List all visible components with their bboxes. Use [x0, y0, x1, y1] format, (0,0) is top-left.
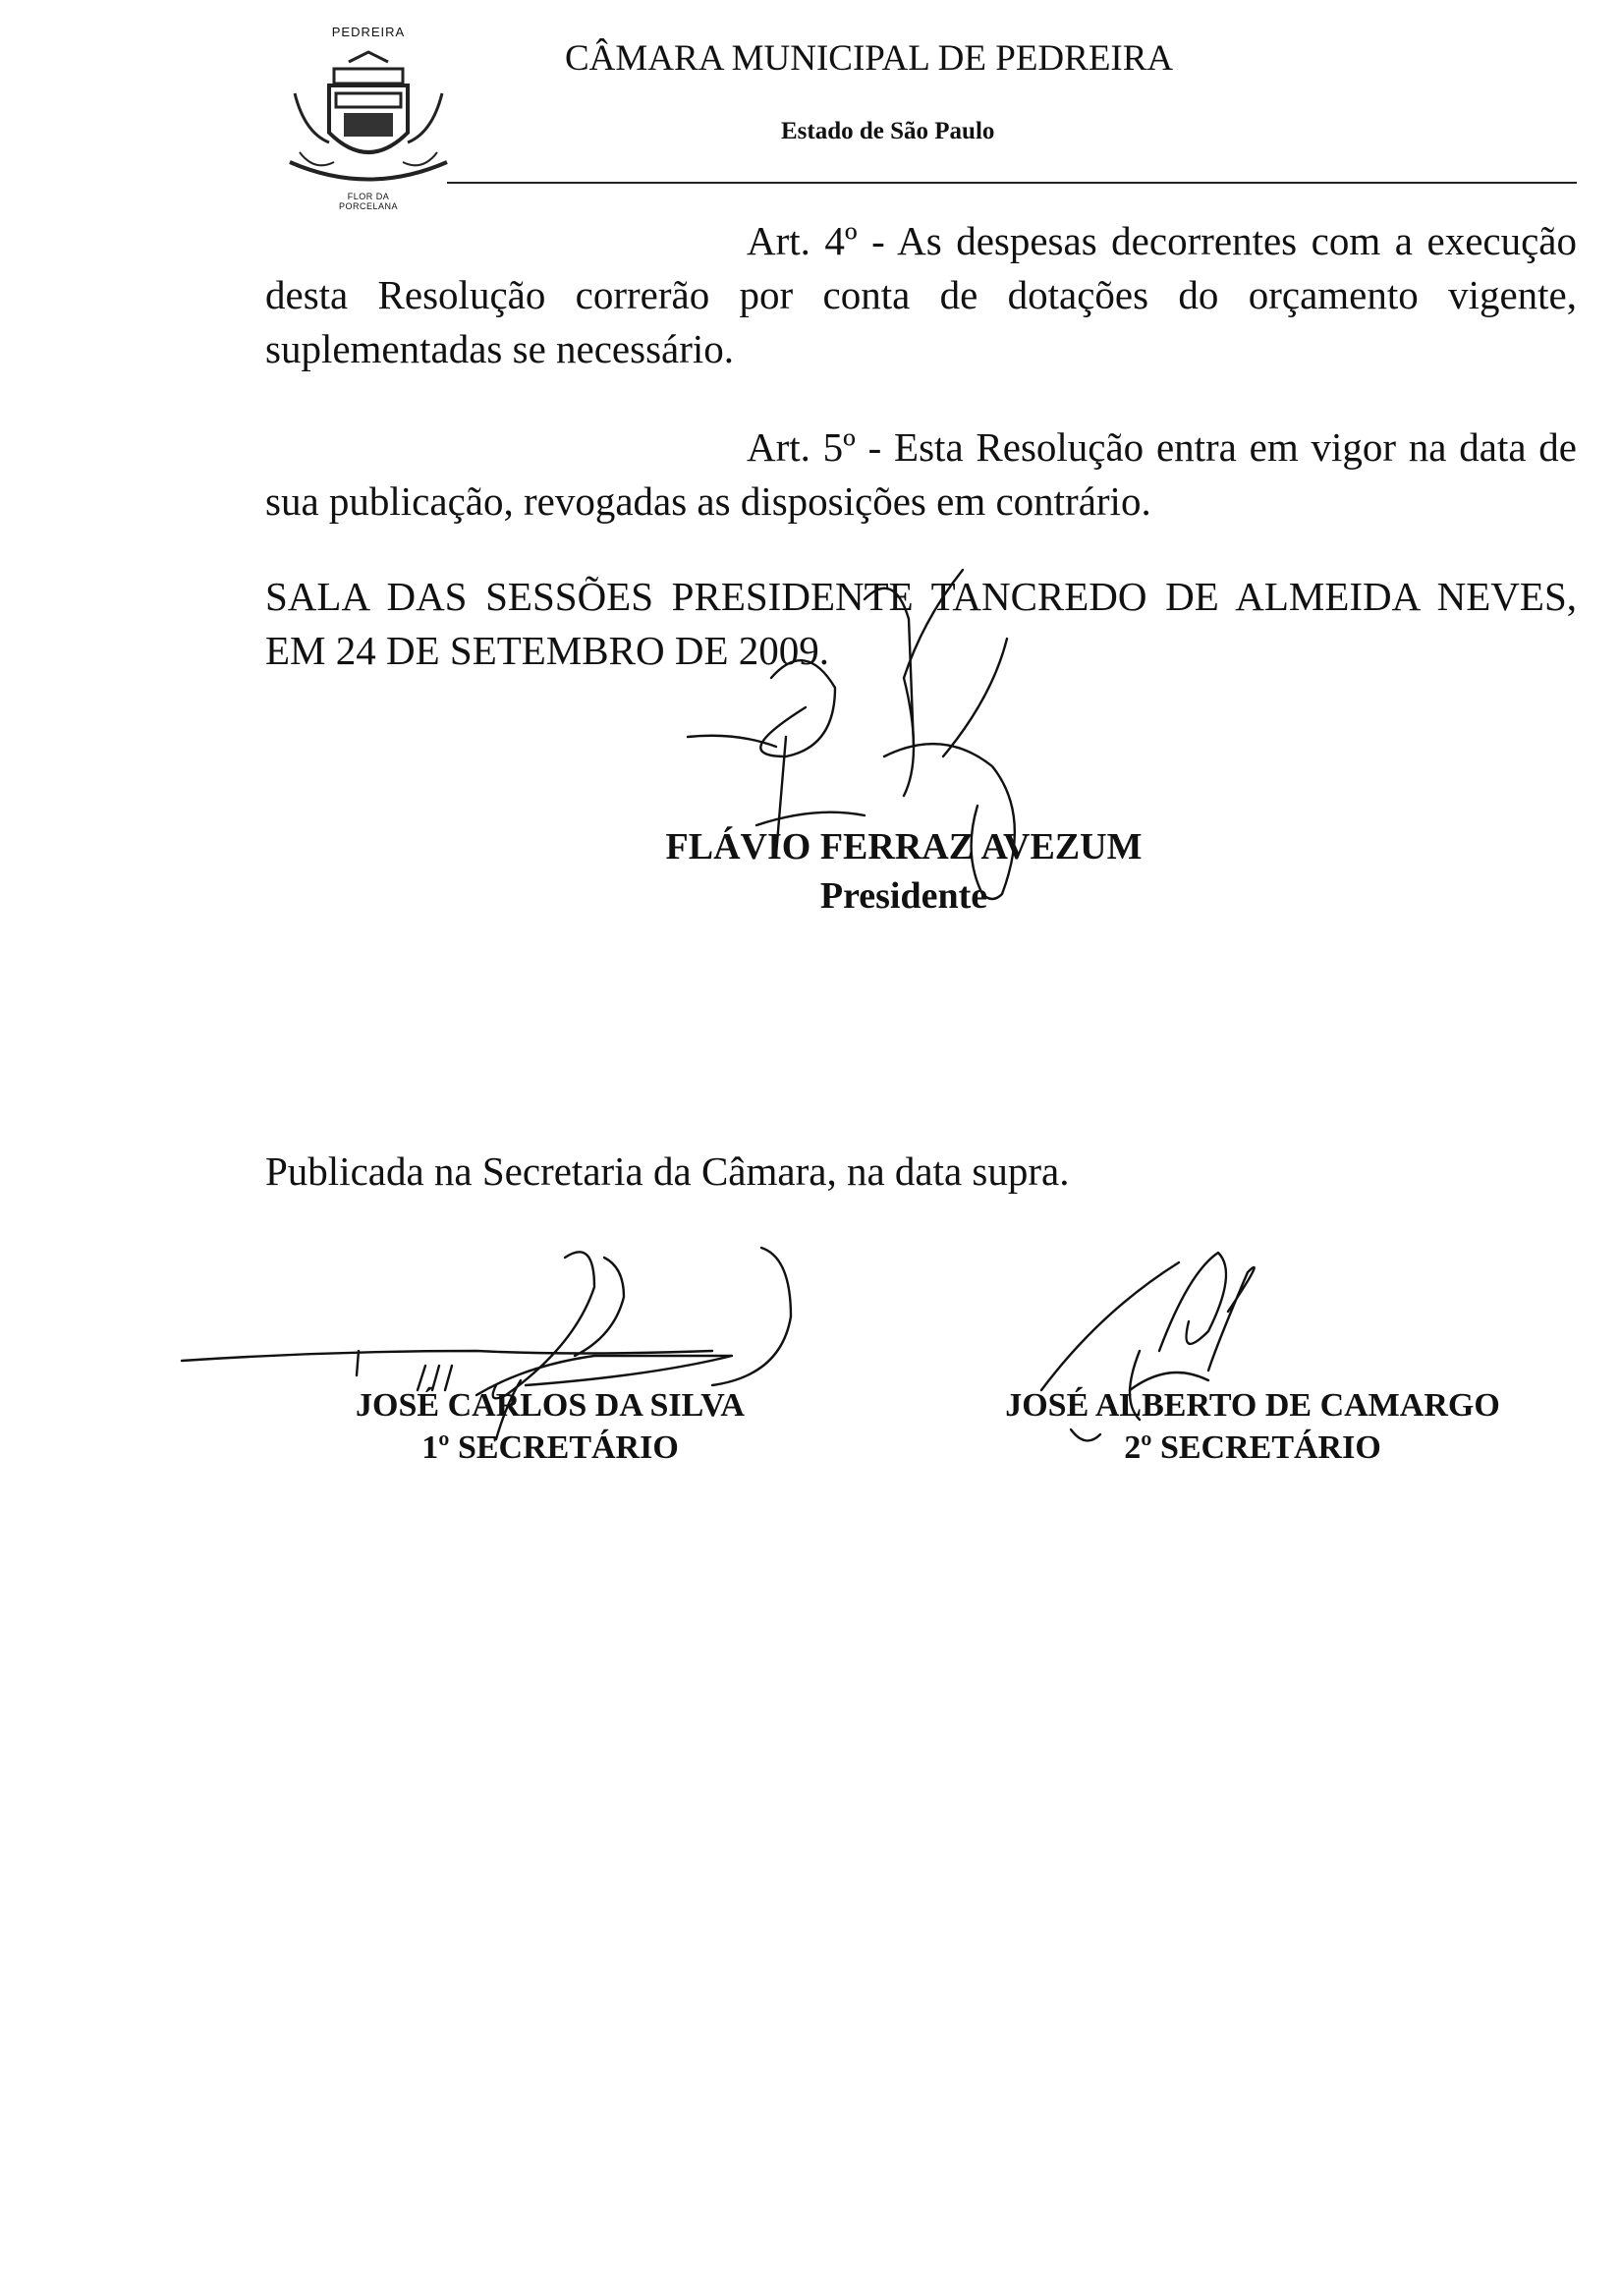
second-secretary-title: 2º SECRETÁRIO [1124, 1429, 1381, 1466]
article-4-text: Art. 4º - As despesas decorrentes com a execução desta Resolução correrão por conta de dotações do orçamento vigente, suplementadas se necessário. [265, 218, 1577, 371]
header-divider [447, 182, 1577, 184]
crest-caption-bottom [295, 192, 442, 211]
first-secretary-title: 1º SECRETÁRIO [421, 1429, 679, 1466]
president-title: Presidente [819, 875, 988, 917]
crest-caption-line-1: FLOR DA [347, 192, 390, 201]
first-secretary-name: JOSÉ CARLOS DA SILVA [356, 1387, 745, 1424]
crest-emblem-icon [275, 25, 462, 216]
article-4-paragraph [265, 214, 1577, 376]
institution-state: Estado de São Paulo [781, 118, 995, 144]
crest-caption-line-2: PORCELANA [338, 201, 399, 211]
president-name: FLÁVIO FERRAZ AVEZUM [665, 826, 1143, 868]
article-5-paragraph [265, 420, 1577, 529]
article-5-text: Art. 5º - Esta Resolução entra em vigor na data de sua publicação, revogadas as disposições em contrário. [265, 424, 1577, 524]
institution-name: CÂMARA MUNICIPAL DE PEDREIRA [565, 38, 1174, 79]
publication-note: Publicada na Secretaria da Câmara, na data supra. [265, 1148, 1070, 1194]
crest-caption-top: PEDREIRA [331, 25, 406, 39]
closing-paragraph: SALA DAS SESSÕES PRESIDENTE TANCREDO DE ALMEIDA NEVES, EM 24 DE SETEMBRO DE 2009. [265, 574, 1577, 673]
second-secretary-name: JOSÉ ALBERTO DE CAMARGO [1005, 1387, 1500, 1424]
